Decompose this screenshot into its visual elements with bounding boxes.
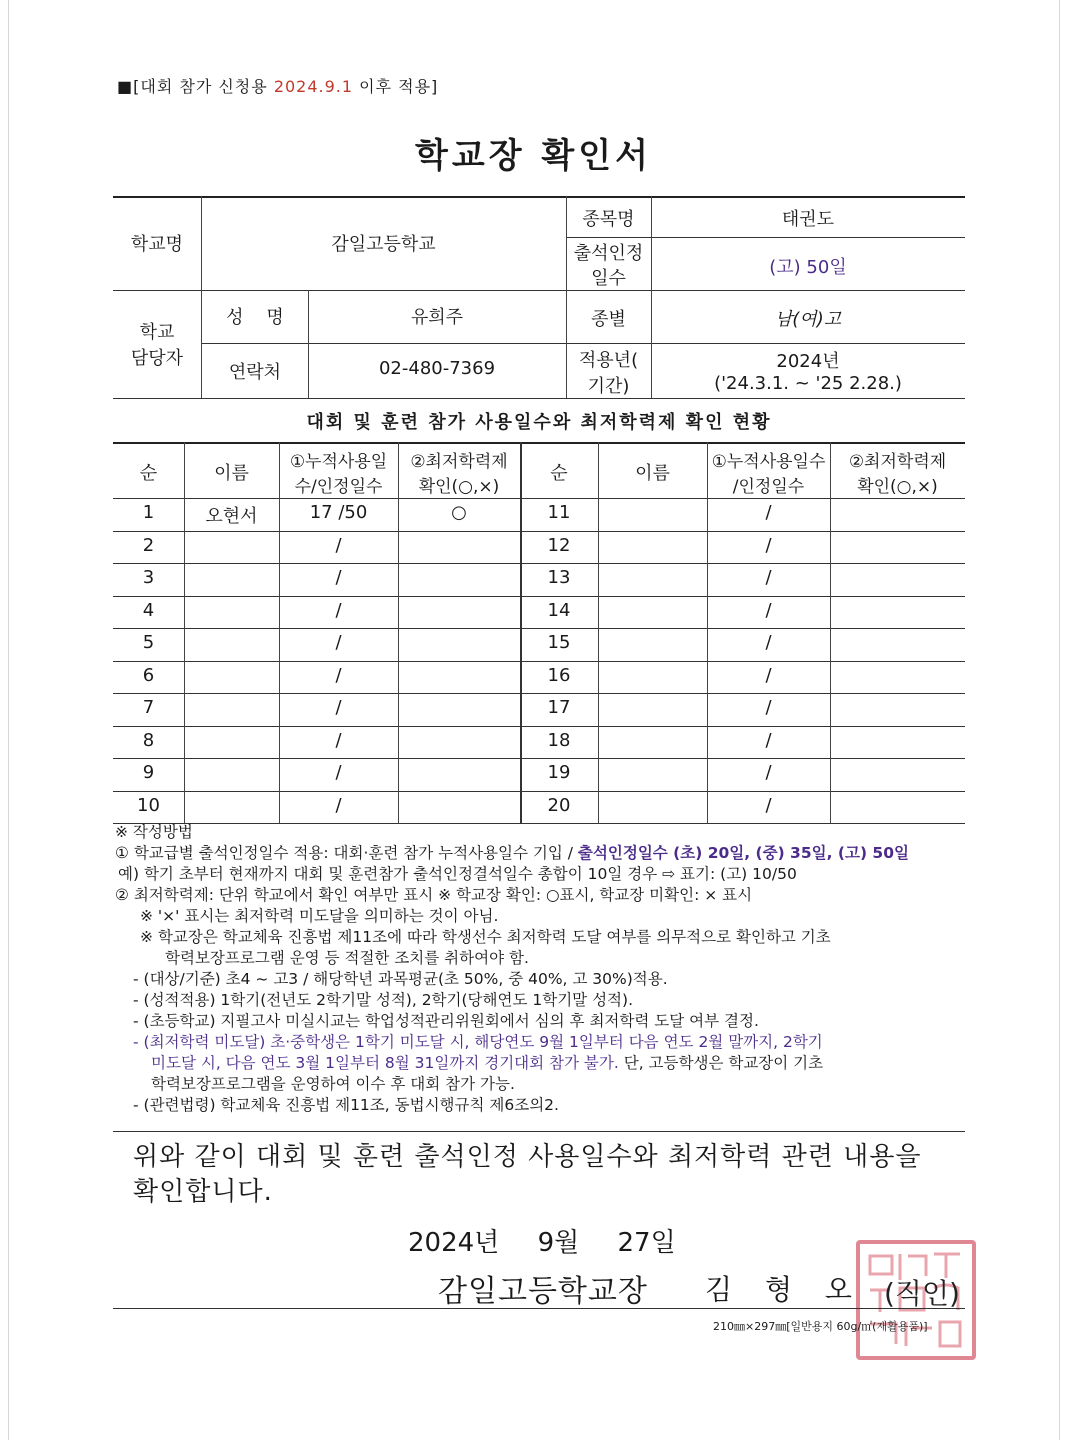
record-cell-no: 20 bbox=[547, 795, 571, 816]
record-cell-no: 14 bbox=[547, 600, 571, 621]
record-cell-days: 17 /50 bbox=[309, 502, 368, 523]
record-row-line bbox=[113, 498, 965, 499]
note-8b: 미도달 시, 다음 연도 3월 1일부터 8월 31일까지 경기대회 참가 불가. bbox=[151, 1054, 619, 1072]
note-4a: ※ 학교장은 학교체육 진흥법 제11조에 따라 학생선수 최저학력 도달 여부를 의무적으로 확인하고 기초 bbox=[140, 928, 831, 946]
record-row-line bbox=[113, 661, 965, 662]
record-cell-no: 11 bbox=[547, 502, 571, 523]
record-cell-days: / bbox=[335, 600, 342, 621]
seal-mark-text: (직인) bbox=[884, 1277, 960, 1310]
confirmation-statement bbox=[133, 1140, 922, 1210]
record-cell-no: 18 bbox=[547, 730, 571, 751]
signature-line bbox=[113, 1308, 965, 1309]
col-header-name-right: 이름 bbox=[635, 463, 670, 484]
event-label: 종목명 bbox=[582, 209, 635, 230]
record-cell-no: 16 bbox=[547, 665, 571, 686]
note-8d: 학력보장프로그램을 운영하여 이수 후 대회 참가 가능. bbox=[151, 1075, 515, 1093]
col-header-check-right-1: ②최저학력제 bbox=[848, 452, 947, 472]
record-cell-days: / bbox=[765, 697, 772, 718]
record-row-line bbox=[113, 758, 965, 759]
record-cell-days: / bbox=[765, 632, 772, 653]
record-cell-days: / bbox=[335, 535, 342, 556]
writing-instructions bbox=[115, 822, 975, 1116]
note-3: ※ '×' 표시는 최저학력 미도달을 의미하는 것이 아님. bbox=[140, 907, 499, 925]
note-5: - (대상/기준) 초4 ~ 고3 / 해당학년 과목평균(초 50%, 중 40%, 고 30%)적용. bbox=[133, 970, 668, 988]
section-title: 대회 및 훈련 참가 사용일수와 최저학력제 확인 현황 bbox=[306, 412, 772, 433]
record-row-line bbox=[113, 596, 965, 597]
record-cell-days: / bbox=[765, 600, 772, 621]
record-cell-no: 1 bbox=[142, 502, 155, 523]
type-label: 종별 bbox=[591, 309, 626, 330]
issue-date bbox=[408, 1222, 676, 1259]
application-notice bbox=[117, 74, 438, 97]
period-year: 2024년 bbox=[776, 351, 840, 372]
note-1-text: ① 학교급별 출석인정일수 적용: 대회·훈련 참가 누적사용일수 기입 / bbox=[115, 844, 578, 862]
record-cell-no: 2 bbox=[142, 535, 155, 556]
record-row-line bbox=[113, 693, 965, 694]
record-cell-no: 7 bbox=[142, 697, 155, 718]
record-cell-no: 13 bbox=[547, 567, 571, 588]
record-vline bbox=[598, 442, 599, 823]
manager-label-1: 학교 bbox=[139, 322, 175, 343]
info-line bbox=[113, 290, 965, 291]
record-row-line bbox=[113, 726, 965, 727]
date-month: 9월 bbox=[537, 1228, 580, 1258]
record-cell-days: / bbox=[335, 730, 342, 751]
record-cell-no: 10 bbox=[137, 795, 160, 816]
note-1-example: 예) 학기 초부터 현재까지 대회 및 훈련참가 출석인정결석일수 총합이 10일 경우 ⇨ 표기: (고) 10/50 bbox=[118, 865, 797, 883]
note-9: - (관련법령) 학교체육 진흥법 제11조, 동법시행규칙 제6조의2. bbox=[133, 1096, 559, 1114]
note-4b: 학력보장프로그램 운영 등 적절한 조치를 취하여야 함. bbox=[165, 949, 529, 967]
record-cell-days: / bbox=[765, 795, 772, 816]
col-header-days-1: ①누적사용일 bbox=[289, 452, 388, 472]
record-vline bbox=[398, 442, 399, 823]
record-vline bbox=[184, 442, 185, 823]
record-cell-no: 17 bbox=[547, 697, 571, 718]
col-header-no: 순 bbox=[139, 463, 158, 484]
record-cell-no: 5 bbox=[142, 632, 155, 653]
contact-value: 02-480-7369 bbox=[378, 358, 496, 379]
note-7: - (초등학교) 지필고사 미실시교는 학업성적관리위원회에서 심의 후 최저학력 도달 여부 결정. bbox=[133, 1012, 759, 1030]
notice-prefix: ■[대회 참가 신청용 bbox=[117, 77, 274, 96]
note-8a: - (최저학력 미도달) 초·중학생은 1학기 미도달 시, 해당연도 9월 1일부터 다음 연도 2월 말까지, 2학기 bbox=[133, 1033, 823, 1051]
record-table-top-border bbox=[113, 442, 965, 444]
notice-suffix: 이후 적용] bbox=[353, 77, 439, 96]
info-line bbox=[202, 343, 965, 344]
record-cell-check: ○ bbox=[451, 502, 467, 523]
manager-name: 유희주 bbox=[410, 307, 464, 328]
date-day: 27일 bbox=[617, 1228, 676, 1258]
notes-bottom-line bbox=[113, 1131, 965, 1132]
paper-spec: 210㎜×297㎜[일반용지 60g/㎡(재활용품)] bbox=[713, 1320, 928, 1333]
name-label: 성 명 bbox=[226, 307, 284, 328]
record-cell-no: 12 bbox=[547, 535, 571, 556]
signer-name: 김 형 오 bbox=[705, 1273, 864, 1306]
contact-label: 연락처 bbox=[228, 362, 282, 383]
col-header-check-2: 확인(○,×) bbox=[418, 477, 500, 497]
attendance-label-2: 일수 bbox=[591, 268, 626, 289]
record-cell-name: 오현서 bbox=[205, 506, 258, 527]
record-vline bbox=[830, 442, 831, 823]
notes-heading: ※ 작성방법 bbox=[115, 823, 193, 841]
info-line bbox=[566, 237, 965, 238]
school-name-value: 감일고등학교 bbox=[331, 234, 436, 255]
record-cell-days: / bbox=[335, 795, 342, 816]
note-6: - (성적적용) 1학기(전년도 2학기말 성적), 2학기(당해연도 1학기말 성적). bbox=[133, 991, 633, 1009]
attendance-label-1: 출석인정 bbox=[573, 243, 644, 264]
col-header-days-right-1: ①누적사용일수 bbox=[711, 452, 826, 472]
note-2: ② 최저학력제: 단위 학교에서 확인 여부만 표시 ※ 학교장 확인: ○표시, 학교장 미확인: × 표시 bbox=[115, 886, 753, 904]
record-cell-days: / bbox=[335, 567, 342, 588]
col-header-check-1: ②최저학력제 bbox=[410, 452, 508, 472]
confirmation-line-2: 확인합니다. bbox=[133, 1177, 273, 1207]
document-title: 학교장 확인서 bbox=[415, 136, 652, 176]
record-cell-days: / bbox=[765, 535, 772, 556]
note-1 bbox=[115, 843, 975, 864]
notice-date: 2024.9.1 bbox=[273, 77, 354, 96]
record-cell-no: 19 bbox=[547, 762, 571, 783]
record-cell-days: / bbox=[335, 632, 342, 653]
col-header-check-right-2: 확인(○,×) bbox=[857, 477, 938, 497]
period-label-1: 적용년( bbox=[578, 350, 639, 371]
type-value: 남(여)고 bbox=[774, 309, 842, 330]
record-cell-no: 15 bbox=[547, 632, 571, 653]
record-cell-days: / bbox=[335, 762, 342, 783]
signer-title: 감일고등학교장 bbox=[438, 1274, 648, 1309]
record-row-line bbox=[113, 628, 965, 629]
record-cell-days: / bbox=[335, 697, 342, 718]
school-name-label: 학교명 bbox=[130, 234, 184, 255]
record-cell-no: 8 bbox=[142, 730, 155, 751]
col-header-name: 이름 bbox=[214, 463, 249, 484]
attendance-value: (고) 50일 bbox=[769, 257, 847, 278]
record-row-line bbox=[113, 531, 965, 532]
record-cell-days: / bbox=[765, 502, 772, 523]
record-cell-no: 3 bbox=[142, 567, 155, 588]
period-label-2: 기간) bbox=[587, 376, 630, 397]
note-8c: 단, 고등학생은 학교장이 기초 bbox=[618, 1054, 824, 1072]
record-cell-no: 6 bbox=[142, 665, 155, 686]
manager-label-2: 담당자 bbox=[130, 348, 184, 369]
confirmation-line-1: 위와 같이 대회 및 훈련 출석인정 사용일수와 최저학력 관련 내용을 bbox=[133, 1142, 922, 1172]
info-table-top-border bbox=[113, 196, 965, 198]
period-range: ('24.3.1. ~ '25 2.28.) bbox=[714, 373, 902, 394]
record-cell-days: / bbox=[765, 730, 772, 751]
record-cell-days: / bbox=[765, 665, 772, 686]
date-year: 2024년 bbox=[408, 1228, 500, 1258]
col-header-no-right: 순 bbox=[550, 463, 568, 484]
col-header-days-right-2: /인정일수 bbox=[732, 477, 805, 497]
info-line bbox=[113, 398, 965, 399]
record-cell-days: / bbox=[765, 567, 772, 588]
event-value: 태권도 bbox=[781, 209, 835, 230]
record-cell-no: 4 bbox=[142, 600, 155, 621]
note-8b-line bbox=[115, 1053, 975, 1074]
record-cell-days: / bbox=[765, 762, 772, 783]
record-row-line bbox=[113, 563, 965, 564]
record-row-line bbox=[113, 791, 965, 792]
record-cell-days: / bbox=[335, 665, 342, 686]
note-1-attendance: 출석인정일수 (초) 20일, (중) 35일, (고) 50일 bbox=[577, 844, 909, 862]
record-cell-no: 9 bbox=[142, 762, 155, 783]
col-header-days-2: 수/인정일수 bbox=[294, 477, 383, 497]
